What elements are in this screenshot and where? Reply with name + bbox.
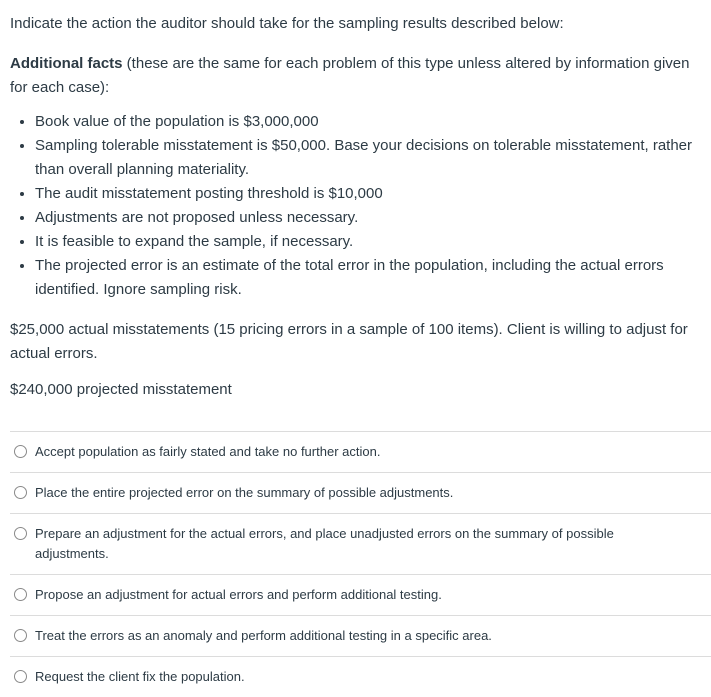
answer-option[interactable]	[10, 473, 711, 514]
facts-lead	[10, 52, 708, 100]
radio-button[interactable]	[14, 445, 27, 458]
fact-item: • Adjustments are not proposed unless necessary.	[35, 206, 708, 230]
case-actual-misstatement: $25,000 actual misstatements (15 pricing errors in a sample of 100 items). Client is willing to adjust for actual errors.	[10, 321, 688, 362]
answer-option[interactable]	[10, 657, 711, 697]
answer-option[interactable]	[10, 514, 711, 575]
radio-button[interactable]	[14, 670, 27, 683]
fact-item: • Book value of the population is $3,000,000	[35, 110, 708, 134]
answer-label: Propose an adjustment for actual errors and perform additional testing.	[35, 587, 442, 602]
answer-label: Request the client fix the population.	[35, 669, 245, 684]
answer-label: Accept population as fairly stated and take no further action.	[35, 444, 381, 459]
fact-item: • Sampling tolerable misstatement is $50,000. Base your decisions on tolerable misstatement, rather than overall planning materiality.	[35, 134, 708, 182]
answer-label: Treat the errors as an anomaly and perform additional testing in a specific area.	[35, 628, 492, 643]
radio-button[interactable]	[14, 486, 27, 499]
question-body	[10, 12, 708, 402]
answer-options	[10, 431, 711, 697]
answer-label: Place the entire projected error on the summary of possible adjustments.	[35, 485, 454, 500]
answer-label: Prepare an adjustment for the actual errors, and place unadjusted errors on the summary of possible adjustments.	[35, 526, 614, 561]
case-projected-misstatement: $240,000 projected misstatement	[10, 381, 232, 398]
facts-label: Additional facts	[10, 55, 123, 72]
radio-button[interactable]	[14, 629, 27, 642]
fact-item: • The projected error is an estimate of the total error in the population, including the actual errors identified. Ignore sampling risk.	[35, 254, 708, 302]
radio-button[interactable]	[14, 588, 27, 601]
answer-option[interactable]	[10, 432, 711, 473]
answer-option[interactable]	[10, 616, 711, 657]
facts-note: (these are the same for each problem of this type unless altered by information given for each case):	[10, 55, 690, 96]
question-intro: Indicate the action the auditor should take for the sampling results described below:	[10, 15, 564, 32]
facts-list	[10, 110, 708, 302]
answer-option[interactable]	[10, 575, 711, 616]
radio-button[interactable]	[14, 527, 27, 540]
fact-item: • The audit misstatement posting threshold is $10,000	[35, 182, 708, 206]
fact-item: • It is feasible to expand the sample, if necessary.	[35, 230, 708, 254]
